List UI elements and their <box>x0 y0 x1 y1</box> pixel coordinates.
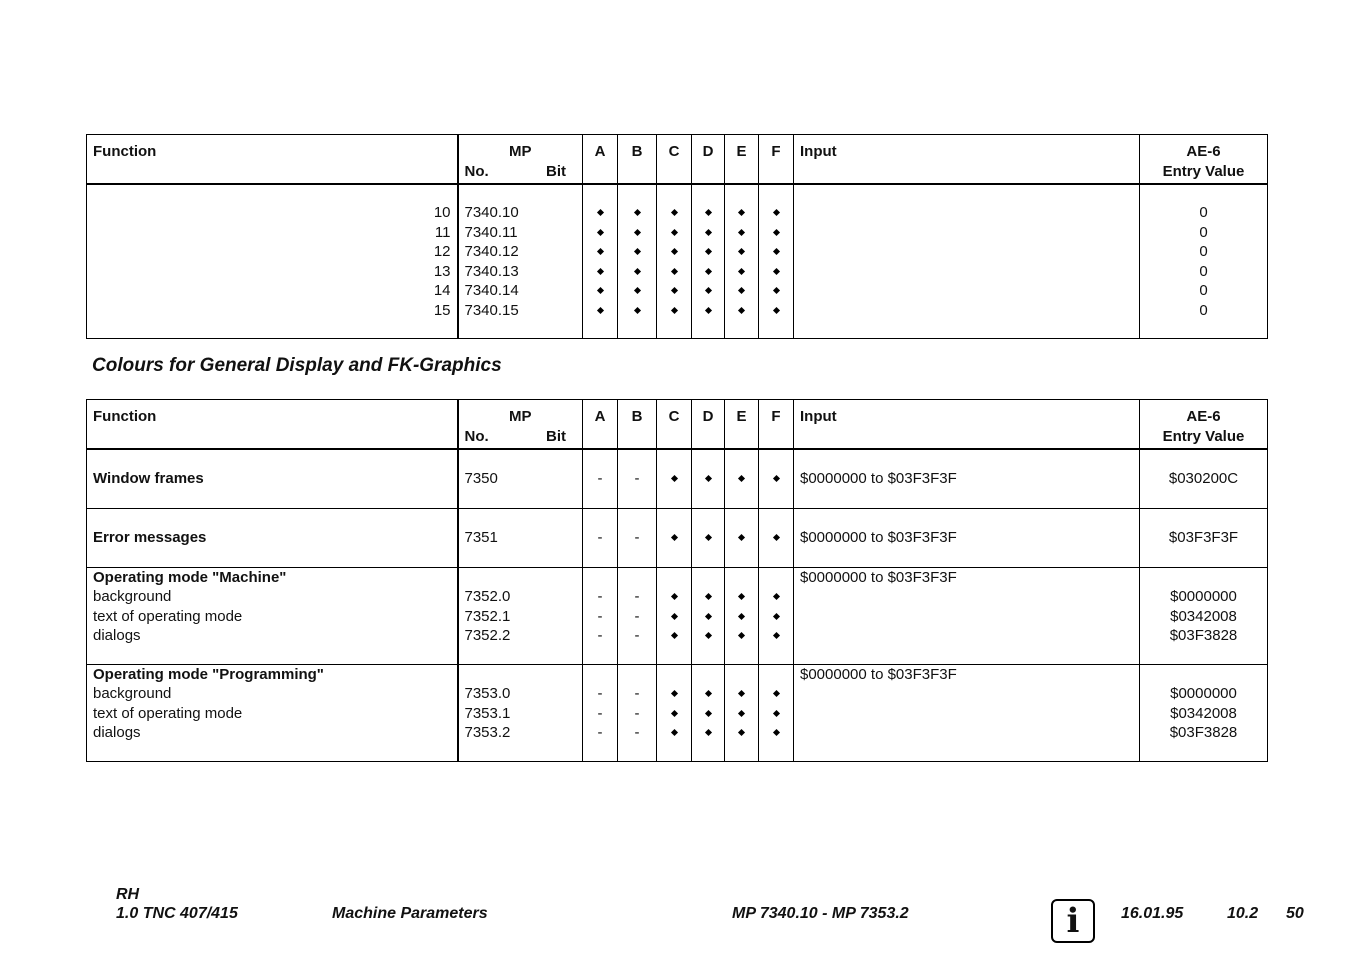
table-row <box>87 508 1268 567</box>
dash-mark: - <box>634 627 640 644</box>
col-d-marks <box>692 664 725 761</box>
sub-label: background <box>93 685 172 702</box>
window-frames-label: Window frames <box>93 470 204 487</box>
diamond-mark <box>772 229 779 236</box>
entry-value-cell <box>1140 184 1268 339</box>
mp-number: 7340.11 <box>464 223 518 241</box>
col-d-marks <box>692 508 725 567</box>
header-no: No. <box>464 427 489 445</box>
diamond-mark <box>670 632 677 639</box>
bit-number: 10 <box>433 204 451 221</box>
diamond-mark <box>670 229 677 236</box>
header-function: Function <box>87 400 458 450</box>
diamond-mark <box>633 209 640 216</box>
diamond-mark <box>633 268 640 275</box>
diamond-mark <box>704 229 711 236</box>
diamond-mark <box>596 307 603 314</box>
diamond-mark <box>596 268 603 275</box>
sub-label: text of operating mode <box>93 607 243 625</box>
col-f-marks <box>759 664 794 761</box>
dash-mark: - <box>634 588 640 605</box>
table-row <box>87 184 1268 339</box>
col-e-marks <box>725 449 759 508</box>
entry-value: $0342008 <box>1170 607 1237 625</box>
col-f-marks <box>759 508 794 567</box>
diamond-mark <box>738 613 745 620</box>
diamond-mark <box>704 593 711 600</box>
mp-number: 7352.1 <box>464 607 511 625</box>
diamond-mark <box>738 248 745 255</box>
dash-mark: - <box>597 704 603 722</box>
function-group-programming <box>87 664 458 761</box>
diamond-mark <box>670 710 677 717</box>
dash-mark: - <box>634 704 640 722</box>
dash-mark: - <box>597 627 603 644</box>
diamond-mark <box>704 613 711 620</box>
diamond-mark <box>738 593 745 600</box>
dash-mark: - <box>597 685 603 702</box>
footer-section: Machine Parameters <box>332 905 488 922</box>
header-ae6: AE-6 <box>1186 408 1221 425</box>
input-range: $0000000 to $03F3F3F <box>794 508 1140 567</box>
bit-number: 14 <box>433 282 451 299</box>
diamond-mark <box>633 307 640 314</box>
entry-value: $030200C <box>1140 449 1268 508</box>
footer-chapter: 10.2 <box>1227 905 1259 922</box>
entry-value-cell <box>1140 664 1268 761</box>
diamond-mark <box>738 475 745 482</box>
col-f-marks <box>759 449 794 508</box>
diamond-mark <box>738 307 745 314</box>
mp-number: 7351 <box>458 508 583 567</box>
diamond-mark <box>670 534 677 541</box>
diamond-mark <box>596 248 603 255</box>
header-col-b: B <box>618 400 657 450</box>
entry-value: $0342008 <box>1170 704 1237 722</box>
diamond-mark <box>670 248 677 255</box>
col-c-marks <box>657 184 692 339</box>
diamond-mark <box>772 534 779 541</box>
dash-mark: - <box>634 607 640 625</box>
dash-mark: - <box>634 724 640 741</box>
mp-number: 7340.14 <box>464 282 519 299</box>
col-b-marks <box>618 184 657 339</box>
diamond-mark <box>704 729 711 736</box>
diamond-mark <box>596 287 603 294</box>
diamond-mark <box>738 710 745 717</box>
diamond-mark <box>738 534 745 541</box>
col-f-marks <box>759 184 794 339</box>
mp-number: 7350 <box>458 449 583 508</box>
header-col-a: A <box>583 135 618 185</box>
table-row <box>87 664 1268 761</box>
col-c-marks <box>657 567 692 664</box>
entry-value: 0 <box>1199 262 1208 280</box>
mp-number-cell <box>458 664 583 761</box>
info-icon <box>1051 899 1095 943</box>
col-a-dash: - <box>583 449 618 508</box>
diamond-mark <box>772 248 779 255</box>
input-range: $0000000 to $03F3F3F <box>794 664 1140 761</box>
diamond-mark <box>704 248 711 255</box>
sub-label: dialogs <box>93 724 141 741</box>
diamond-mark <box>596 209 603 216</box>
diamond-mark <box>670 287 677 294</box>
col-b-marks <box>618 664 657 761</box>
col-f-marks <box>759 567 794 664</box>
header-ae6: AE-6 <box>1186 143 1221 160</box>
header-function: Function <box>87 135 458 185</box>
mp-number-cell <box>458 567 583 664</box>
diamond-mark <box>738 690 745 697</box>
diamond-mark <box>738 209 745 216</box>
mp-number-cell <box>458 184 583 339</box>
header-col-b: B <box>618 135 657 185</box>
header-col-f: F <box>759 135 794 185</box>
input-range: $0000000 to $03F3F3F <box>794 449 1140 508</box>
header-col-f: F <box>759 400 794 450</box>
header-entry <box>1140 400 1268 450</box>
col-e-marks <box>725 508 759 567</box>
bit-number: 12 <box>433 243 451 260</box>
header-col-d: D <box>692 400 725 450</box>
mp-number: 7352.2 <box>464 627 511 644</box>
sub-label: background <box>93 588 172 605</box>
entry-value-cell <box>1140 567 1268 664</box>
footer-range: MP 7340.10 - MP 7353.2 <box>732 905 909 922</box>
diamond-mark <box>670 209 677 216</box>
header-col-e: E <box>725 135 759 185</box>
table-row <box>87 449 1268 508</box>
entry-value: $0000000 <box>1170 588 1237 605</box>
programming-mode-label: Operating mode "Programming" <box>93 665 324 683</box>
diamond-mark <box>772 209 779 216</box>
entry-value: 0 <box>1199 243 1208 260</box>
bit-number: 15 <box>433 301 451 319</box>
dash-mark: - <box>597 588 603 605</box>
col-a-dash: - <box>583 508 618 567</box>
col-e-marks <box>725 664 759 761</box>
mp-number: 7340.10 <box>464 204 519 221</box>
diamond-mark <box>670 613 677 620</box>
dash-mark: - <box>634 685 640 702</box>
footer-date: 16.01.95 <box>1121 905 1184 922</box>
col-a-marks <box>583 184 618 339</box>
diamond-mark <box>738 729 745 736</box>
mp-number: 7340.13 <box>464 262 519 280</box>
entry-value: 0 <box>1199 301 1208 319</box>
error-messages-label: Error messages <box>93 528 207 546</box>
diamond-mark <box>670 593 677 600</box>
col-b-marks <box>618 567 657 664</box>
diamond-mark <box>704 268 711 275</box>
sub-label: text of operating mode <box>93 704 243 722</box>
col-d-marks <box>692 567 725 664</box>
mp-number: 7353.2 <box>464 724 511 741</box>
entry-value: 0 <box>1199 204 1208 221</box>
diamond-mark <box>596 229 603 236</box>
diamond-mark <box>738 287 745 294</box>
diamond-mark <box>772 593 779 600</box>
entry-value: $03F3828 <box>1169 724 1238 741</box>
header-col-c: C <box>657 400 692 450</box>
entry-value: 0 <box>1199 282 1208 299</box>
machine-mode-label: Operating mode "Machine" <box>93 568 287 586</box>
diamond-mark <box>772 268 779 275</box>
diamond-mark <box>633 287 640 294</box>
diamond-mark <box>772 729 779 736</box>
diamond-mark <box>772 632 779 639</box>
footer-author: RH <box>116 886 140 903</box>
diamond-mark <box>704 710 711 717</box>
diamond-mark <box>704 287 711 294</box>
function-group-machine <box>87 567 458 664</box>
header-entry-value: Entry Value <box>1162 162 1245 180</box>
mp-number: 7340.15 <box>464 301 519 319</box>
diamond-mark <box>772 613 779 620</box>
header-mp-label: MP <box>509 143 532 160</box>
col-a-marks <box>583 664 618 761</box>
header-input: Input <box>794 400 1140 450</box>
footer-page: 50 <box>1286 905 1304 922</box>
diamond-mark <box>738 229 745 236</box>
col-a-marks <box>583 567 618 664</box>
diamond-mark <box>704 209 711 216</box>
diamond-mark <box>704 632 711 639</box>
header-bit: Bit <box>546 162 566 180</box>
col-b-dash: - <box>618 508 657 567</box>
info-icon-glyph: i <box>1066 901 1080 941</box>
mp-number: 7353.1 <box>464 704 511 722</box>
diamond-mark <box>670 729 677 736</box>
col-b-dash: - <box>618 449 657 508</box>
bit-number: 13 <box>433 262 451 280</box>
col-d-marks <box>692 184 725 339</box>
header-no: No. <box>464 162 489 180</box>
diamond-mark <box>704 534 711 541</box>
diamond-mark <box>772 287 779 294</box>
header-entry-value: Entry Value <box>1162 427 1245 445</box>
section-title: Colours for General Display and FK-Graphics <box>92 355 502 376</box>
bit-number-cell <box>87 184 458 339</box>
parameter-table-colours <box>86 399 1268 762</box>
header-col-a: A <box>583 400 618 450</box>
diamond-mark <box>738 632 745 639</box>
diamond-mark <box>633 229 640 236</box>
parameter-table-bits <box>86 134 1268 339</box>
bit-number: 11 <box>434 223 451 241</box>
diamond-mark <box>670 268 677 275</box>
diamond-mark <box>772 307 779 314</box>
sub-label: dialogs <box>93 627 141 644</box>
header-mp <box>458 135 583 185</box>
footer-version: 1.0 TNC 407/415 <box>116 905 238 922</box>
header-entry <box>1140 135 1268 185</box>
diamond-mark <box>772 710 779 717</box>
input-range: $0000000 to $03F3F3F <box>794 567 1140 664</box>
entry-value: $03F3F3F <box>1140 508 1268 567</box>
input-cell <box>794 184 1140 339</box>
mp-number: 7352.0 <box>464 588 511 605</box>
diamond-mark <box>670 690 677 697</box>
entry-value: 0 <box>1199 223 1208 241</box>
diamond-mark <box>670 475 677 482</box>
header-col-c: C <box>657 135 692 185</box>
dash-mark: - <box>597 607 603 625</box>
header-col-d: D <box>692 135 725 185</box>
header-input: Input <box>794 135 1140 185</box>
function-label <box>87 508 458 567</box>
header-mp-label: MP <box>509 408 532 425</box>
col-e-marks <box>725 567 759 664</box>
diamond-mark <box>772 475 779 482</box>
entry-value: $0000000 <box>1170 685 1237 702</box>
mp-number: 7353.0 <box>464 685 511 702</box>
header-col-e: E <box>725 400 759 450</box>
diamond-mark <box>704 475 711 482</box>
diamond-mark <box>738 268 745 275</box>
col-c-marks <box>657 508 692 567</box>
diamond-mark <box>633 248 640 255</box>
entry-value: $03F3828 <box>1169 627 1238 644</box>
mp-number: 7340.12 <box>464 243 519 260</box>
col-d-marks <box>692 449 725 508</box>
col-c-marks <box>657 449 692 508</box>
diamond-mark <box>670 307 677 314</box>
diamond-mark <box>704 307 711 314</box>
col-c-marks <box>657 664 692 761</box>
table-row <box>87 567 1268 664</box>
function-label <box>87 449 458 508</box>
dash-mark: - <box>597 724 603 741</box>
diamond-mark <box>704 690 711 697</box>
col-e-marks <box>725 184 759 339</box>
header-mp <box>458 400 583 450</box>
header-bit: Bit <box>546 427 566 445</box>
diamond-mark <box>772 690 779 697</box>
